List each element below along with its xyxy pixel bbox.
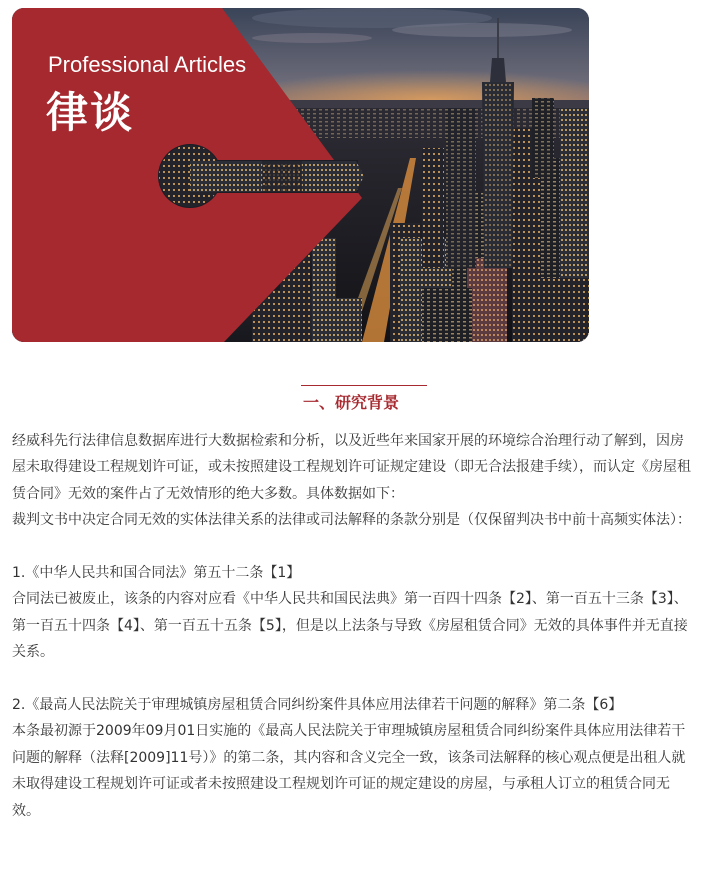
item-1-title: 1.《中华人民共和国合同法》第五十二条【1】 [12,565,301,582]
paragraph-data-note: 裁判文书中决定合同无效的实体法律关系的法律或司法解释的条款分别是（仅保留判决书中前十高频实体法）： [12,512,691,529]
banner-title: 律谈 [46,88,135,137]
paragraph-intro: 经威科先行法律信息数据库进行大数据检索和分析，以及近些年来国家开展的环境综合治理行动了解到，因房屋未取得建设工程规划许可证，或未按照建设工程规划许可证规定建设（即无合法报建手续），而认定《房屋租赁合同》无效的案件占了无效情形的绝大多数。具体数据如下： [12,433,691,502]
section-divider-line [301,385,427,386]
item-2-body: 本条最初源于2009年09月01日实施的《最高人民法院关于审理城镇房屋租赁合同纠纷案件具体应用法律若干问题的解释（法释[2009]11号）》的第二条，其内容和含义完全一致，该条司法解释的核心观点便是出租人就未取得建设工程规划许可证或者未按照建设工程规划许可证的规定建设的房屋，与承租人订立的租赁合同无效。 [12,723,686,819]
paragraph-gap [12,666,696,692]
item-1-body: 合同法已被废止，该条的内容对应看《中华人民共和国民法典》第一百四十四条【2】、第一百五十三条【3】、第一百五十四条【4】、第一百五十五条【5】，但是以上法条与导致《房屋租赁合同》无效的具体事件并无直接关系。 [12,591,688,661]
banner-subtitle: Professional Articles [48,52,247,77]
item-2-title: 2.《最高人民法院关于审理城镇房屋租赁合同纠纷案件具体应用法律若干问题的解释》第二条【6】 [12,697,623,714]
paragraph-gap [12,534,696,560]
header-banner [12,8,589,342]
section-heading: 一、研究背景 [302,393,399,412]
article-body [12,428,696,824]
